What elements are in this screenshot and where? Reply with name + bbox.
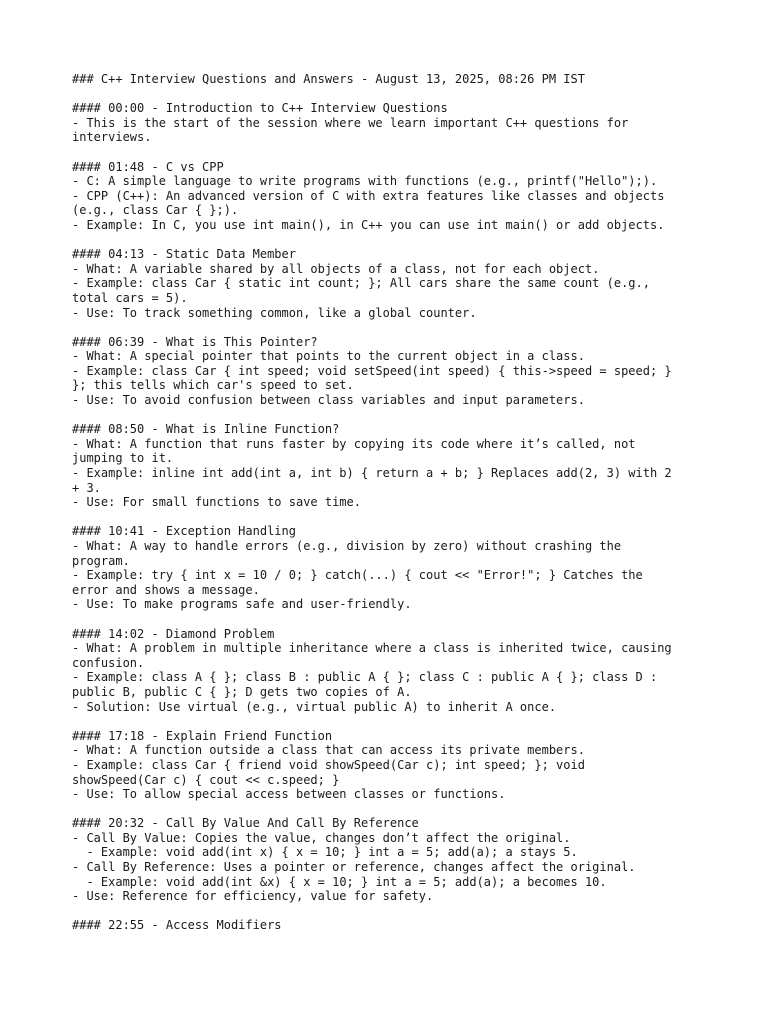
section-line: - Example: inline int add(int a, int b) { return a + b; } Replaces add(2, 3) with 2 — [72, 466, 672, 481]
document-title: ### C++ Interview Questions and Answers - August 13, 2025, 08:26 PM IST — [72, 72, 585, 86]
section-line: }; this tells which car's speed to set. — [72, 378, 354, 393]
section-line: public B, public C { }; D gets two copies of A. — [72, 684, 412, 699]
section-line: - Example: class Car { friend void showSpeed(Car c); int speed; }; void — [72, 757, 585, 772]
section-line: - CPP (C++): An advanced version of C with extra features like classes and objects — [72, 188, 665, 203]
section-line: - Example: class Car { int speed; void setSpeed(int speed) { this->speed = speed; } — [72, 363, 672, 378]
section-c-vs-cpp — [72, 160, 708, 233]
section-line: - What: A special pointer that points to the current object in a class. — [72, 349, 585, 364]
document-page — [72, 72, 708, 933]
section-heading: #### 00:00 - Introduction to C++ Interview Questions — [72, 101, 448, 116]
section-line: - Example: void add(int x) { x = 10; } int a = 5; add(a); a stays 5. — [72, 845, 578, 860]
section-line: - What: A function outside a class that can access its private members. — [72, 743, 585, 758]
section-line: - What: A function that runs faster by copying its code where it’s called, not — [72, 436, 636, 451]
section-line: showSpeed(Car c) { cout << c.speed; } — [72, 772, 340, 787]
blank-line — [72, 612, 708, 627]
section-line: jumping to it. — [72, 451, 174, 466]
section-this-pointer — [72, 335, 708, 408]
section-access-modifiers — [72, 918, 708, 933]
section-heading: #### 17:18 - Explain Friend Function — [72, 728, 333, 743]
blank-line — [72, 320, 708, 335]
section-line: - C: A simple language to write programs with functions (e.g., printf("Hello");). — [72, 174, 658, 189]
section-line: - Use: To track something common, like a global counter. — [72, 305, 477, 320]
blank-line — [72, 802, 708, 817]
section-line: - Example: try { int x = 10 / 0; } catch(...) { cout << "Error!"; } Catches the — [72, 568, 643, 583]
blank-line — [72, 233, 708, 248]
section-line: - Example: class Car { static int count; }; All cars share the same count (e.g., — [72, 276, 650, 291]
blank-line — [72, 145, 708, 160]
section-line: - Use: Reference for efficiency, value for safety. — [72, 889, 434, 904]
section-line: total cars = 5). — [72, 290, 188, 305]
section-line: interviews. — [72, 130, 152, 145]
section-inline-function — [72, 422, 708, 510]
section-line: - Use: To allow special access between classes or functions. — [72, 787, 506, 802]
section-line: (e.g., class Car { };). — [72, 203, 239, 218]
section-heading: #### 10:41 - Exception Handling — [72, 524, 296, 539]
section-line: - This is the start of the session where we learn important C++ questions for — [72, 115, 629, 130]
section-line: - Call By Value: Copies the value, changes don’t affect the original. — [72, 830, 571, 845]
section-line: program. — [72, 553, 130, 568]
section-diamond-problem — [72, 627, 708, 715]
section-heading: #### 08:50 - What is Inline Function? — [72, 422, 340, 437]
section-heading: #### 14:02 - Diamond Problem — [72, 626, 275, 641]
blank-line — [72, 904, 708, 919]
section-line: error and shows a message. — [72, 582, 260, 597]
section-heading: #### 01:48 - C vs CPP — [72, 159, 224, 174]
blank-line — [72, 510, 708, 525]
section-line: - Use: To make programs safe and user-friendly. — [72, 597, 412, 612]
section-heading: #### 04:13 - Static Data Member — [72, 247, 296, 262]
section-static-data-member — [72, 247, 708, 320]
section-line: - Example: void add(int &x) { x = 10; } int a = 5; add(a); a becomes 10. — [72, 874, 607, 889]
section-line: - Use: For small functions to save time. — [72, 495, 361, 510]
blank-line — [72, 714, 708, 729]
section-friend-function — [72, 729, 708, 802]
section-heading: #### 22:55 - Access Modifiers — [72, 918, 282, 933]
section-intro — [72, 101, 708, 145]
section-line: - What: A problem in multiple inheritance where a class is inherited twice, causing — [72, 641, 672, 656]
section-exception-handling — [72, 524, 708, 612]
blank-line — [72, 87, 708, 102]
section-line: confusion. — [72, 655, 145, 670]
section-call-by-value-reference — [72, 816, 708, 904]
section-heading: #### 06:39 - What is This Pointer? — [72, 334, 318, 349]
blank-line — [72, 408, 708, 423]
section-heading: #### 20:32 - Call By Value And Call By Reference — [72, 816, 419, 831]
section-line: - Call By Reference: Uses a pointer or reference, changes affect the original. — [72, 860, 636, 875]
section-line: - Example: In C, you use int main(), in C++ you can use int main() or add objects. — [72, 217, 665, 232]
section-line: - Use: To avoid confusion between class variables and input parameters. — [72, 393, 585, 408]
section-line: - What: A variable shared by all objects of a class, not for each object. — [72, 261, 600, 276]
section-line: - What: A way to handle errors (e.g., division by zero) without crashing the — [72, 539, 622, 553]
section-line: + 3. — [72, 480, 101, 495]
section-line: - Solution: Use virtual (e.g., virtual public A) to inherit A once. — [72, 699, 557, 714]
section-line: - Example: class A { }; class B : public A { }; class C : public A { }; class D : — [72, 670, 658, 685]
